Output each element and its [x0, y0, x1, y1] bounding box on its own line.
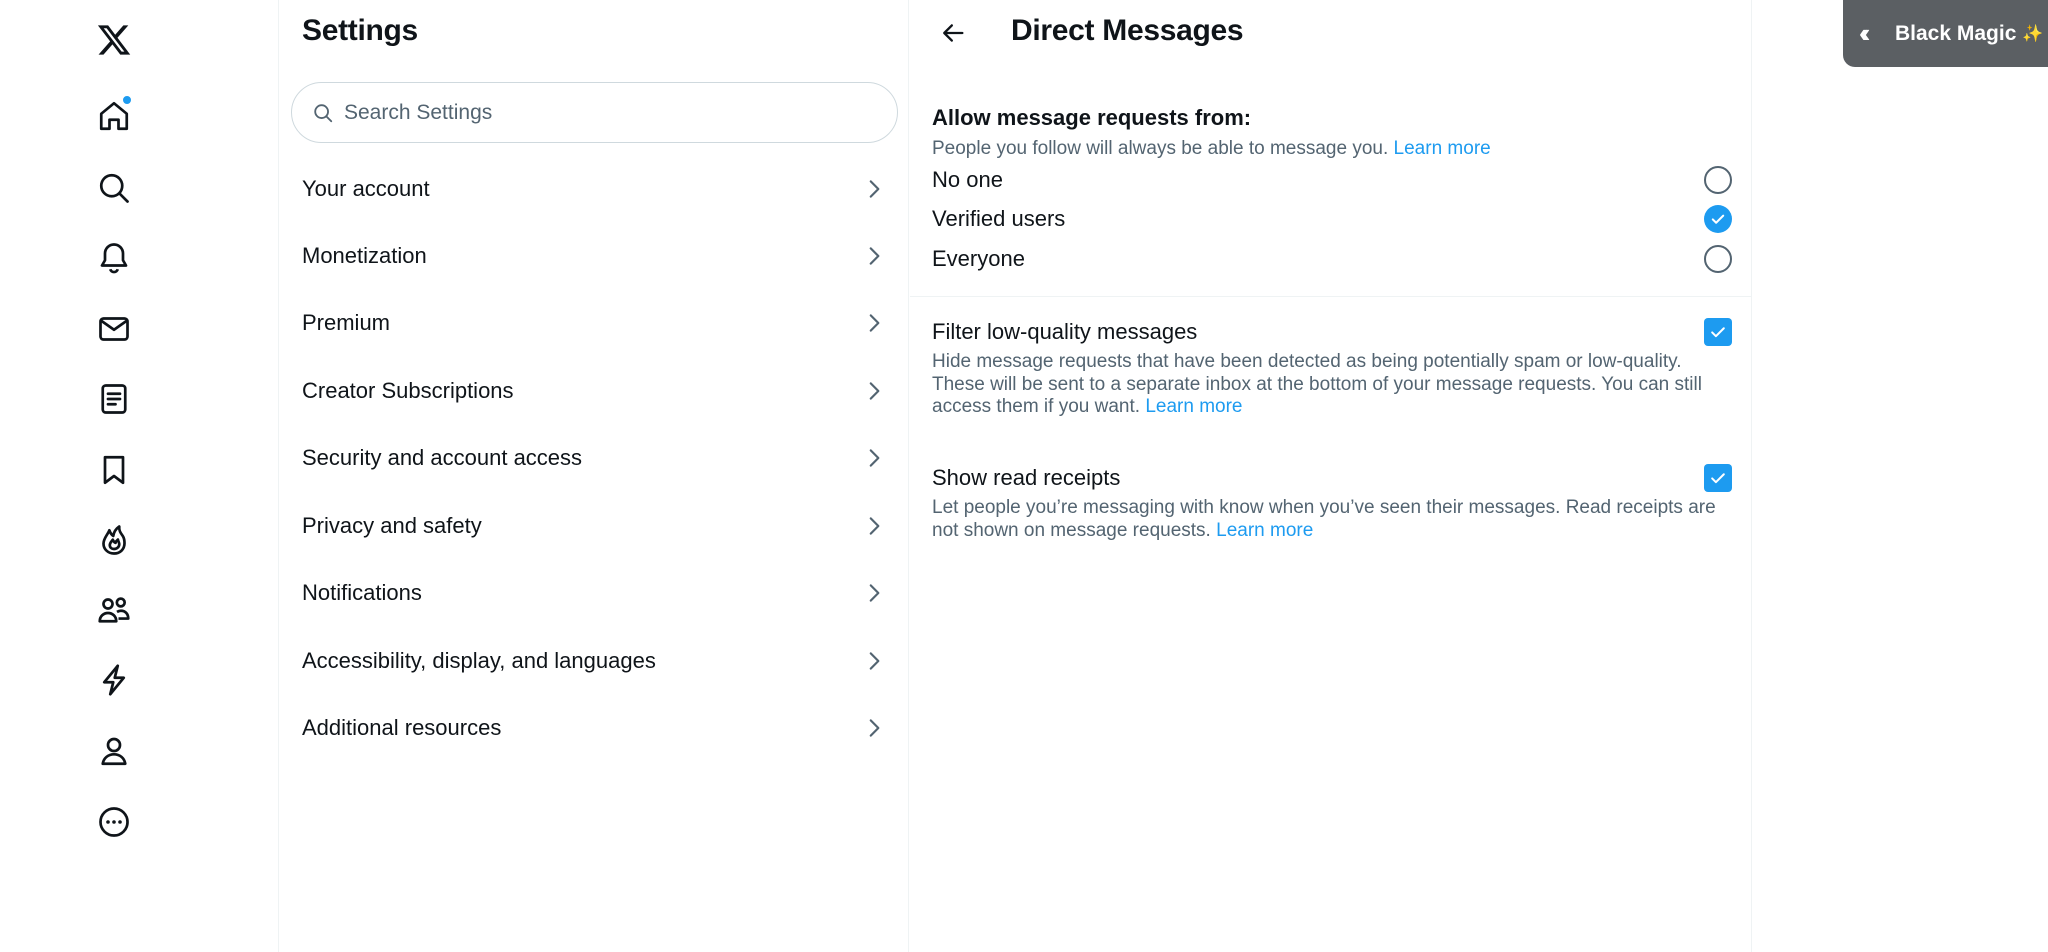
profile-icon[interactable]: [90, 727, 138, 775]
checkmark-icon: [1708, 322, 1728, 342]
settings-item-monetization[interactable]: [280, 222, 909, 289]
filter-low-quality-label: Filter low-quality messages: [932, 319, 1198, 344]
radio-option-label: Everyone: [932, 246, 1025, 271]
double-chevron-left-icon: ‹‹: [1859, 18, 1865, 48]
allow-requests-subtext-body: People you follow will always be able to message you.: [932, 138, 1389, 159]
chevron-right-icon: [861, 580, 887, 606]
black-magic-tab[interactable]: [1843, 0, 2048, 67]
radio-button-selected[interactable]: [1704, 205, 1732, 233]
radio-button[interactable]: [1704, 245, 1732, 273]
filter-low-quality-checkbox[interactable]: [1704, 318, 1732, 346]
settings-item-creator-subscriptions[interactable]: [280, 357, 909, 424]
direct-messages-panel: [910, 0, 1752, 952]
chevron-right-icon: [861, 513, 887, 539]
read-receipts-row[interactable]: [932, 464, 1732, 492]
black-magic-label: Black Magic: [1895, 21, 2017, 45]
read-receipts-label: Show read receipts: [932, 465, 1121, 490]
flame-icon[interactable]: [90, 516, 138, 564]
settings-column: [280, 0, 909, 952]
page-title: Direct Messages: [1011, 14, 1244, 47]
radio-option-label: No one: [932, 167, 1003, 192]
chevron-right-icon: [861, 243, 887, 269]
radio-option-label: Verified users: [932, 206, 1066, 231]
description-line: Hide message requests that have been detected as being potentially spam or low-quality.: [932, 351, 1682, 372]
settings-item-label: Your account: [302, 175, 430, 201]
settings-item-security[interactable]: [280, 424, 909, 491]
search-icon: [312, 102, 334, 124]
radio-button[interactable]: [1704, 166, 1732, 194]
settings-item-label: Additional resources: [302, 714, 502, 740]
settings-item-accessibility[interactable]: [280, 627, 909, 694]
read-receipts-description: [932, 497, 1722, 542]
notification-dot: [122, 95, 132, 105]
settings-item-notifications[interactable]: [280, 559, 909, 626]
lightning-icon[interactable]: [90, 656, 138, 704]
chevron-right-icon: [861, 310, 887, 336]
search-input[interactable]: [344, 101, 864, 125]
checkmark-icon: [1709, 210, 1727, 228]
allow-requests-subtext: [932, 137, 1491, 160]
filter-low-quality-description: [932, 351, 1722, 419]
back-arrow-icon[interactable]: [933, 13, 973, 53]
bookmark-icon[interactable]: [90, 446, 138, 494]
chevron-right-icon: [861, 378, 887, 404]
description-text: not shown on message requests.: [932, 519, 1211, 541]
chevron-right-icon: [861, 176, 887, 202]
checkmark-icon: [1708, 468, 1728, 488]
radio-option-verified-users[interactable]: [932, 201, 1732, 237]
chevron-right-icon: [861, 715, 887, 741]
settings-title: Settings: [302, 14, 418, 47]
section-divider: [910, 296, 1752, 297]
settings-item-label: Monetization: [302, 242, 427, 268]
description-line: Let people you’re messaging with know when you’ve seen their messages. Read receipts are: [932, 497, 1716, 518]
settings-item-label: Notifications: [302, 579, 422, 605]
more-icon[interactable]: [90, 798, 138, 846]
settings-item-label: Security and account access: [302, 444, 583, 470]
chevron-right-icon: [861, 648, 887, 674]
filter-low-quality-row[interactable]: [932, 318, 1732, 346]
search-icon[interactable]: [90, 164, 138, 212]
radio-option-no-one[interactable]: [932, 162, 1732, 198]
read-receipts-checkbox[interactable]: [1704, 464, 1732, 492]
communities-icon[interactable]: [90, 586, 138, 634]
primary-nav: [0, 0, 279, 952]
x-logo-icon[interactable]: [90, 16, 138, 64]
settings-item-additional-resources[interactable]: [280, 694, 909, 761]
learn-more-link[interactable]: Learn more: [1393, 138, 1491, 159]
settings-item-label: Premium: [302, 309, 391, 335]
lists-icon[interactable]: [90, 375, 138, 423]
settings-item-label: Privacy and safety: [302, 512, 482, 538]
description-text: access them if you want.: [932, 396, 1141, 417]
allow-requests-heading: Allow message requests from:: [932, 105, 1252, 130]
settings-item-label: Creator Subscriptions: [302, 377, 514, 403]
chevron-right-icon: [861, 445, 887, 471]
learn-more-link[interactable]: Learn more: [1216, 519, 1314, 541]
notifications-bell-icon[interactable]: [90, 234, 138, 282]
description-line: These will be sent to a separate inbox at the bottom of your message requests. You can still: [932, 373, 1702, 395]
learn-more-link[interactable]: Learn more: [1145, 396, 1243, 417]
settings-item-label: Accessibility, display, and languages: [302, 647, 656, 673]
search-settings-box[interactable]: [291, 82, 898, 143]
sparkles-icon: ✨: [2022, 23, 2044, 43]
description-line: [932, 520, 1722, 543]
radio-option-everyone[interactable]: [932, 241, 1732, 277]
settings-item-your-account[interactable]: [280, 155, 909, 222]
messages-envelope-icon[interactable]: [90, 305, 138, 353]
home-icon[interactable]: [90, 92, 138, 140]
description-line: [932, 396, 1722, 419]
settings-item-privacy[interactable]: [280, 492, 909, 559]
settings-item-premium[interactable]: [280, 289, 909, 356]
